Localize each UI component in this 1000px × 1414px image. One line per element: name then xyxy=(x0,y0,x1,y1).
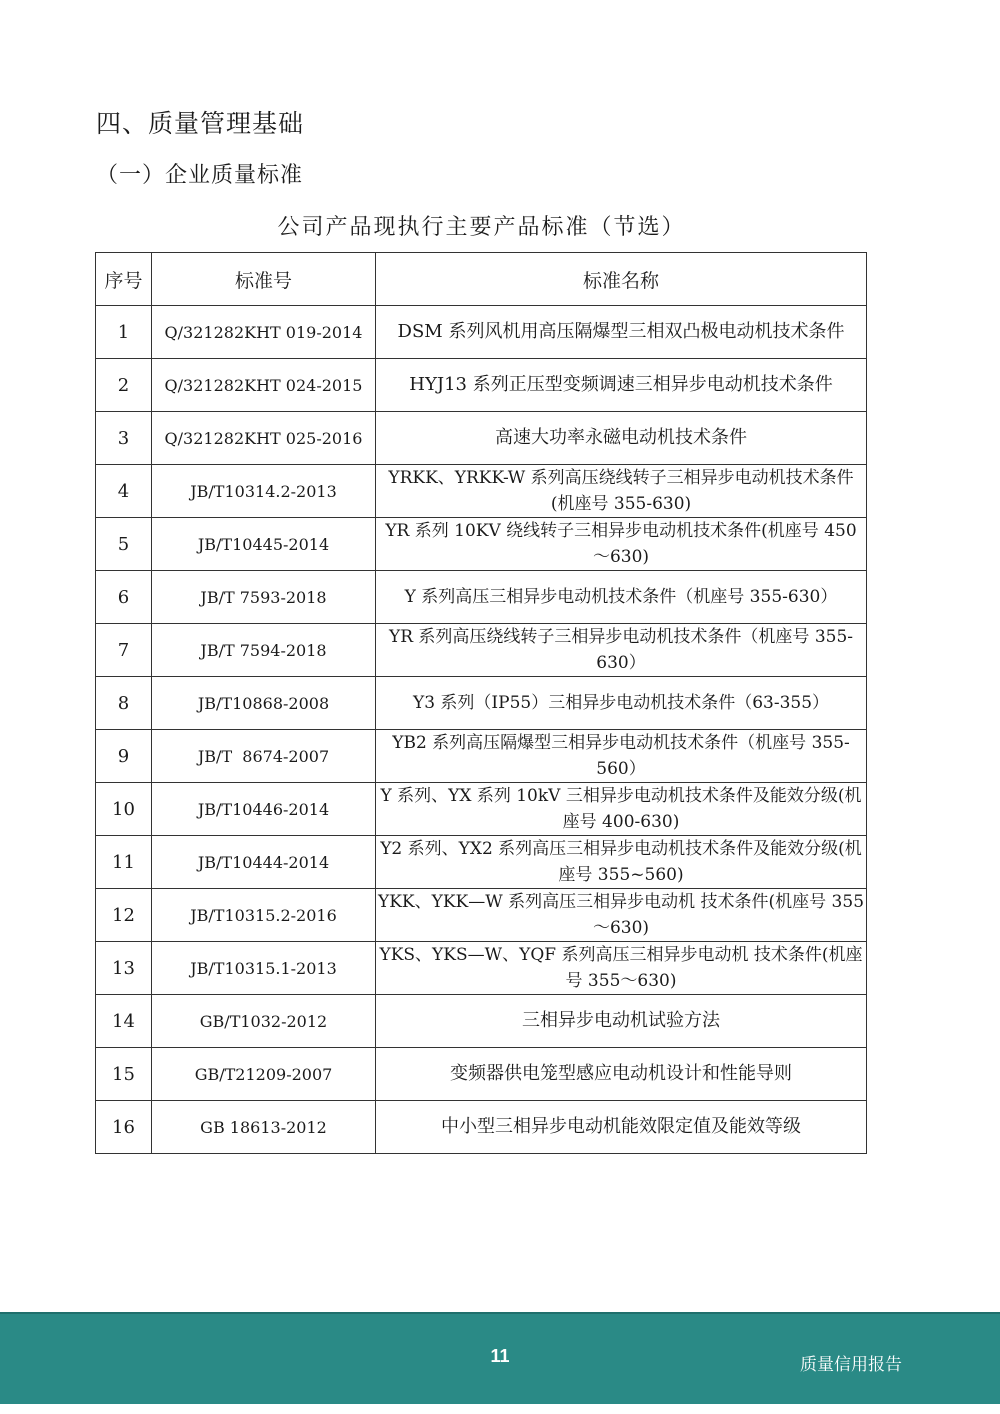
row-standard-code: JB/T10445-2014 xyxy=(152,518,376,571)
row-standard-name: YRKK、YRKK-W 系列高压绕线转子三相异步电动机技术条件(机座号 355-630) xyxy=(376,465,867,518)
row-standard-code: JB/T10315.1-2013 xyxy=(152,942,376,995)
row-seq-no: 15 xyxy=(96,1048,152,1101)
row-seq-no: 16 xyxy=(96,1101,152,1154)
report-title: 质量信用报告 xyxy=(800,1355,902,1374)
header-standard-name: 标准名称 xyxy=(376,253,867,306)
row-seq-no: 14 xyxy=(96,995,152,1048)
table-header-row xyxy=(96,253,867,306)
row-standard-code: JB/T10446-2014 xyxy=(152,783,376,836)
row-standard-name: 三相异步电动机试验方法 xyxy=(376,995,867,1048)
row-standard-code: Q/321282KHT 025-2016 xyxy=(152,412,376,465)
row-standard-code: JB/T 7594-2018 xyxy=(152,624,376,677)
table-row xyxy=(96,359,867,412)
row-standard-name: 变频器供电笼型感应电动机设计和性能导则 xyxy=(376,1048,867,1101)
section-title: 四、质量管理基础 xyxy=(96,109,305,138)
row-standard-name: YB2 系列高压隔爆型三相异步电动机技术条件（机座号 355-560） xyxy=(376,730,867,783)
table-row xyxy=(96,571,867,624)
row-seq-no: 2 xyxy=(96,359,152,412)
row-standard-code: GB 18613-2012 xyxy=(152,1101,376,1154)
row-standard-code: GB/T21209-2007 xyxy=(152,1048,376,1101)
table-row xyxy=(96,518,867,571)
table-row xyxy=(96,677,867,730)
row-seq-no: 11 xyxy=(96,836,152,889)
row-standard-code: JB/T10315.2-2016 xyxy=(152,889,376,942)
row-standard-code: JB/T 7593-2018 xyxy=(152,571,376,624)
row-standard-name: YR 系列高压绕线转子三相异步电动机技术条件（机座号 355-630） xyxy=(376,624,867,677)
row-standard-name: YR 系列 10KV 绕线转子三相异步电动机技术条件(机座号 450～630) xyxy=(376,518,867,571)
row-standard-name: YKS、YKS—W、YQF 系列高压三相异步电动机 技术条件(机座号 355～630) xyxy=(376,942,867,995)
row-standard-name: Y3 系列（IP55）三相异步电动机技术条件（63-355） xyxy=(376,677,867,730)
table-row xyxy=(96,624,867,677)
row-standard-name: Y 系列高压三相异步电动机技术条件（机座号 355-630） xyxy=(376,571,867,624)
row-standard-name: Y2 系列、YX2 系列高压三相异步电动机技术条件及能效分级(机座号 355~560) xyxy=(376,836,867,889)
table-row xyxy=(96,889,867,942)
row-standard-name: 中小型三相异步电动机能效限定值及能效等级 xyxy=(376,1101,867,1154)
row-standard-name: DSM 系列风机用高压隔爆型三相双凸极电动机技术条件 xyxy=(376,306,867,359)
row-seq-no: 6 xyxy=(96,571,152,624)
table-row xyxy=(96,412,867,465)
row-seq-no: 4 xyxy=(96,465,152,518)
page-footer xyxy=(0,1312,1000,1404)
table-row xyxy=(96,730,867,783)
row-standard-code: Q/321282KHT 024-2015 xyxy=(152,359,376,412)
row-seq-no: 12 xyxy=(96,889,152,942)
table-row xyxy=(96,465,867,518)
row-standard-code: JB/T10444-2014 xyxy=(152,836,376,889)
row-seq-no: 10 xyxy=(96,783,152,836)
row-seq-no: 8 xyxy=(96,677,152,730)
row-seq-no: 3 xyxy=(96,412,152,465)
row-seq-no: 13 xyxy=(96,942,152,995)
row-seq-no: 7 xyxy=(96,624,152,677)
table-row xyxy=(96,995,867,1048)
table-row xyxy=(96,942,867,995)
header-seq-no: 序号 xyxy=(96,253,152,306)
row-standard-name: HYJ13 系列正压型变频调速三相异步电动机技术条件 xyxy=(376,359,867,412)
row-standard-name: YKK、YKK—W 系列高压三相异步电动机 技术条件(机座号 355～630) xyxy=(376,889,867,942)
row-standard-name: 高速大功率永磁电动机技术条件 xyxy=(376,412,867,465)
row-seq-no: 9 xyxy=(96,730,152,783)
row-standard-name: Y 系列、YX 系列 10kV 三相异步电动机技术条件及能效分级(机座号 400-630) xyxy=(376,783,867,836)
row-standard-code: Q/321282KHT 019-2014 xyxy=(152,306,376,359)
table-row xyxy=(96,1101,867,1154)
row-seq-no: 1 xyxy=(96,306,152,359)
row-standard-code: JB/T10868-2008 xyxy=(152,677,376,730)
row-seq-no: 5 xyxy=(96,518,152,571)
table-row xyxy=(96,783,867,836)
table-row xyxy=(96,306,867,359)
table-caption: 公司产品现执行主要产品标准（节选） xyxy=(277,215,686,240)
table-row xyxy=(96,1048,867,1101)
table-row xyxy=(96,836,867,889)
row-standard-code: JB/T 8674-2007 xyxy=(152,730,376,783)
subsection-title: （一）企业质量标准 xyxy=(96,163,304,188)
row-standard-code: GB/T1032-2012 xyxy=(152,995,376,1048)
header-standard-code: 标准号 xyxy=(152,253,376,306)
row-standard-code: JB/T10314.2-2013 xyxy=(152,465,376,518)
standards-table xyxy=(95,252,867,1154)
page-number: 11 xyxy=(490,1346,510,1366)
